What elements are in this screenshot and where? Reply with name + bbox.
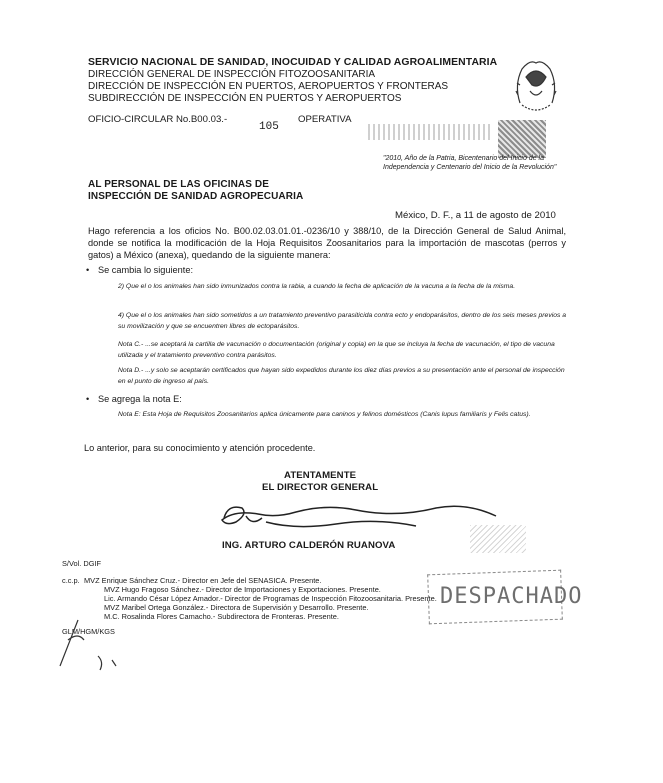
ccp-line-4: MVZ Maribel Ortega González.- Directora de Supervisión y Desarrollo. Presente. <box>104 603 369 612</box>
motto-line-2: Independencia y Centenario del Inicio de la Revolución" <box>383 164 557 171</box>
section-2-heading: • Se agrega la nota E: <box>98 393 182 405</box>
section-1-item-2: 2) Que el o los animales han sido inmunizados contra la rabia, a cuando la fecha de aplicación de la vacuna a la fecha de la misma. <box>118 283 516 290</box>
addressee-line-2: INSPECCIÓN DE SANIDAD AGROPECUARIA <box>88 191 304 202</box>
reference-code: S/Vol. DGIF <box>62 559 102 568</box>
section-1-heading: • Se cambia lo siguiente: <box>98 264 193 276</box>
dispatched-stamp-text: DESPACHADO <box>440 584 583 609</box>
ccp-line-1: MVZ Enrique Sánchez Cruz.- Director en Jefe del SENASICA. Presente. <box>84 576 322 585</box>
coat-of-arms-seal-icon <box>512 55 560 117</box>
section-1-note-d: Nota D.- ...y solo se aceptarán certificados que hayan sido expedidos durante los diez días previos a su presentación ante el personal de inspección en el punto de ingreso al país. <box>118 367 565 385</box>
signer-role: EL DIRECTOR GENERAL <box>262 482 379 493</box>
closing-line: Lo anterior, para su conocimiento y atención procedente. <box>84 443 316 453</box>
section-1-item-4: 4) Que el o los animales han sido sometidos a un tratamiento preventivo parasiticida contra ecto y endoparásitos, dentro de los seis meses previos a su movilización y que se encuentren libres de ectoparásitos. <box>118 312 567 330</box>
addressee-line-1: AL PERSONAL DE LAS OFICINAS DE <box>88 179 269 190</box>
faint-stamp-smudge <box>470 525 526 553</box>
directorate: DIRECCIÓN DE INSPECCIÓN EN PUERTOS, AEROPUERTOS Y FRONTERAS <box>88 81 449 92</box>
section-1-note-c: Nota C.- ...se aceptará la cartilla de vacunación o documentación (original y copia) en la que se incluya la fecha de vacunación, el tipo de vacuna utilizada y el tratamiento preventivo contra parásitos. <box>118 341 555 359</box>
handwritten-mark <box>54 606 144 678</box>
signature-image <box>206 496 506 538</box>
salutation: ATENTAMENTE <box>284 470 357 481</box>
initials: GLM/HGM/KGS <box>62 627 115 636</box>
ccp-line-5: M.C. Rosalinda Flores Camacho.- Subdirectora de Fronteras. Presente. <box>104 612 339 621</box>
oficio-number: 105 <box>259 121 279 133</box>
section-2-note-e: Nota E: Esta Hoja de Requisitos Zoosanitarios aplica únicamente para caninos y felinos domésticos (Canis lupus familiaris y Felis catus). <box>118 411 531 418</box>
intro-paragraph: Hago referencia a los oficios No. B00.02.03.01.01.-0236/10 y 388/10, de la Dirección General de Salud Animal, donde se notifica la modificación de la Hoja Requisitos Zoosanitarios para la importación de mascotas (perros y gatos) a México (anexa), quedando de la siguiente manera: <box>88 226 566 260</box>
ccp-line-2: MVZ Hugo Fragoso Sánchez.- Director de Importaciones y Exportaciones. Presente. <box>104 585 381 594</box>
ccp-label: c.c.p. <box>62 576 80 585</box>
signer-name: ING. ARTURO CALDERÓN RUANOVA <box>222 540 396 551</box>
oficio-label: OFICIO-CIRCULAR No.B00.03.- <box>88 114 228 125</box>
oficio-status: OPERATIVA <box>298 114 352 125</box>
reception-stamp-smudge <box>368 124 492 140</box>
motto-line-1: "2010, Año de la Patria, Bicentenario del Inicio de la <box>383 155 544 162</box>
directorate-general: DIRECCIÓN GENERAL DE INSPECCIÓN FITOZOOSANITARIA <box>88 69 376 80</box>
reception-stamp-seal <box>498 120 546 158</box>
ccp-line-3: Lic. Armando César López Amador.- Director de Programas de Inspección Fitozoosanitaria. Presente. <box>104 594 437 603</box>
agency-name: SERVICIO NACIONAL DE SANIDAD, INOCUIDAD Y CALIDAD AGROALIMENTARIA <box>88 57 498 68</box>
date-line: México, D. F., a 11 de agosto de 2010 <box>395 210 556 221</box>
subdirectorate: SUBDIRECCIÓN DE INSPECCIÓN EN PUERTOS Y AEROPUERTOS <box>88 93 402 104</box>
